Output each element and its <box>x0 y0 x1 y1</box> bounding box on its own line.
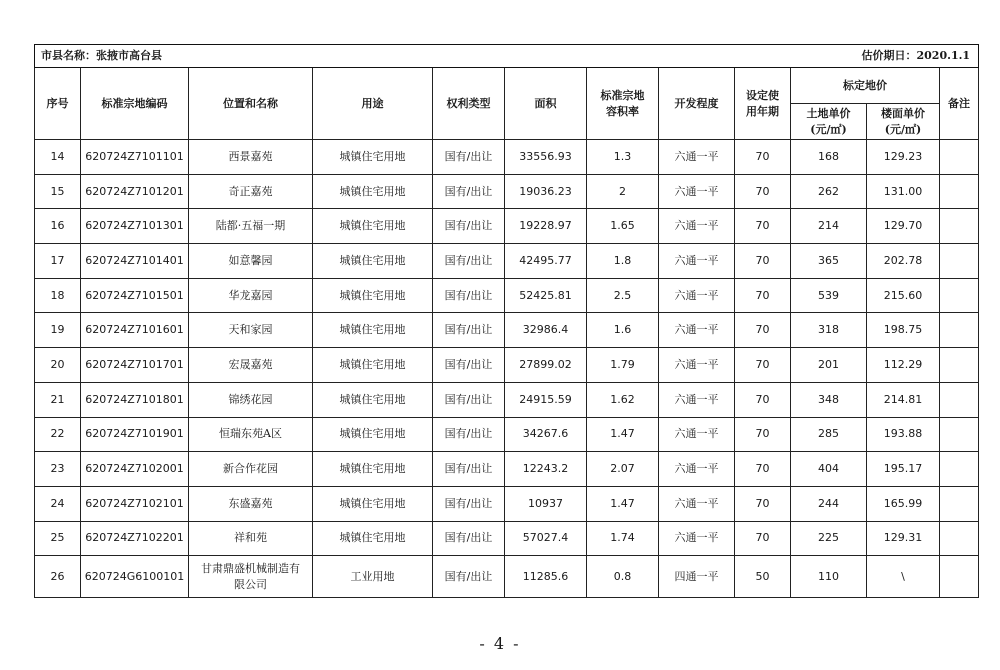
cell-land-price: 244 <box>791 486 867 521</box>
cell-name: 新合作花园 <box>189 452 313 487</box>
cell-code: 620724Z7102201 <box>81 521 189 556</box>
cell-dev: 六通一平 <box>659 382 735 417</box>
cell-floor-price: 195.17 <box>867 452 940 487</box>
cell-land-price: 285 <box>791 417 867 452</box>
cell-dev: 六通一平 <box>659 486 735 521</box>
cell-right-type: 国有/出让 <box>433 417 505 452</box>
cell-dev: 六通一平 <box>659 313 735 348</box>
cell-years: 70 <box>735 209 791 244</box>
cell-dev: 六通一平 <box>659 417 735 452</box>
cell-area: 52425.81 <box>505 278 587 313</box>
cell-code: 620724Z7101201 <box>81 174 189 209</box>
cell-area: 42495.77 <box>505 244 587 279</box>
table-row <box>35 278 979 313</box>
cell-floor-price: 198.75 <box>867 313 940 348</box>
cell-right-type: 国有/出让 <box>433 521 505 556</box>
cell-land-price: 110 <box>791 556 867 598</box>
cell-dev: 六通一平 <box>659 140 735 175</box>
cell-far: 1.8 <box>587 244 659 279</box>
cell-usage: 城镇住宅用地 <box>313 452 433 487</box>
cell-far: 1.74 <box>587 521 659 556</box>
table-row <box>35 521 979 556</box>
col-header-land-price: 土地单价(元/㎡) <box>791 104 867 140</box>
table-row <box>35 486 979 521</box>
cell-floor-price: 165.99 <box>867 486 940 521</box>
cell-floor-price: 202.78 <box>867 244 940 279</box>
cell-remark <box>940 278 979 313</box>
table-meta-row <box>35 45 979 68</box>
cell-dev: 六通一平 <box>659 278 735 313</box>
cell-floor-price: 112.29 <box>867 348 940 383</box>
cell-usage: 工业用地 <box>313 556 433 598</box>
col-header-location: 位置和名称 <box>189 68 313 140</box>
cell-right-type: 国有/出让 <box>433 209 505 244</box>
cell-name: 奇正嘉苑 <box>189 174 313 209</box>
table-row <box>35 174 979 209</box>
col-header-code: 标准宗地编码 <box>81 68 189 140</box>
cell-seq: 19 <box>35 313 81 348</box>
cell-area: 34267.6 <box>505 417 587 452</box>
cell-land-price: 539 <box>791 278 867 313</box>
cell-seq: 14 <box>35 140 81 175</box>
cell-land-price: 225 <box>791 521 867 556</box>
cell-far: 1.62 <box>587 382 659 417</box>
cell-floor-price: 129.23 <box>867 140 940 175</box>
table-row <box>35 313 979 348</box>
cell-code: 620724Z7101701 <box>81 348 189 383</box>
cell-right-type: 国有/出让 <box>433 313 505 348</box>
cell-seq: 26 <box>35 556 81 598</box>
cell-remark <box>940 521 979 556</box>
land-price-table <box>34 44 979 598</box>
cell-far: 1.47 <box>587 486 659 521</box>
cell-remark <box>940 417 979 452</box>
cell-area: 19228.97 <box>505 209 587 244</box>
cell-area: 11285.6 <box>505 556 587 598</box>
cell-land-price: 214 <box>791 209 867 244</box>
cell-floor-price: 129.31 <box>867 521 940 556</box>
cell-area: 10937 <box>505 486 587 521</box>
cell-seq: 24 <box>35 486 81 521</box>
cell-years: 70 <box>735 452 791 487</box>
cell-name: 东盛嘉苑 <box>189 486 313 521</box>
cell-right-type: 国有/出让 <box>433 452 505 487</box>
col-header-dev: 开发程度 <box>659 68 735 140</box>
cell-code: 620724Z7101301 <box>81 209 189 244</box>
cell-right-type: 国有/出让 <box>433 278 505 313</box>
cell-years: 70 <box>735 313 791 348</box>
cell-usage: 城镇住宅用地 <box>313 174 433 209</box>
cell-land-price: 404 <box>791 452 867 487</box>
cell-usage: 城镇住宅用地 <box>313 244 433 279</box>
cell-years: 70 <box>735 486 791 521</box>
cell-years: 50 <box>735 556 791 598</box>
cell-usage: 城镇住宅用地 <box>313 417 433 452</box>
col-header-years: 设定使用年期 <box>735 68 791 140</box>
cell-seq: 15 <box>35 174 81 209</box>
cell-remark <box>940 348 979 383</box>
table-row <box>35 417 979 452</box>
cell-right-type: 国有/出让 <box>433 140 505 175</box>
cell-code: 620724Z7102101 <box>81 486 189 521</box>
cell-far: 2.5 <box>587 278 659 313</box>
cell-usage: 城镇住宅用地 <box>313 382 433 417</box>
cell-code: 620724Z7101601 <box>81 313 189 348</box>
cell-usage: 城镇住宅用地 <box>313 521 433 556</box>
cell-far: 2 <box>587 174 659 209</box>
cell-seq: 25 <box>35 521 81 556</box>
cell-land-price: 365 <box>791 244 867 279</box>
cell-code: 620724Z7101101 <box>81 140 189 175</box>
cell-far: 1.3 <box>587 140 659 175</box>
cell-code: 620724Z7102001 <box>81 452 189 487</box>
header-row-1 <box>35 68 979 104</box>
col-header-area: 面积 <box>505 68 587 140</box>
cell-floor-price: 131.00 <box>867 174 940 209</box>
cell-area: 12243.2 <box>505 452 587 487</box>
cell-right-type: 国有/出让 <box>433 486 505 521</box>
cell-floor-price: 129.70 <box>867 209 940 244</box>
table-row <box>35 244 979 279</box>
col-header-right-type: 权利类型 <box>433 68 505 140</box>
cell-land-price: 168 <box>791 140 867 175</box>
cell-far: 1.79 <box>587 348 659 383</box>
col-header-far: 标准宗地容积率 <box>587 68 659 140</box>
cell-land-price: 318 <box>791 313 867 348</box>
cell-name: 锦绣花园 <box>189 382 313 417</box>
cell-far: 1.47 <box>587 417 659 452</box>
cell-dev: 六通一平 <box>659 209 735 244</box>
table-row <box>35 140 979 175</box>
table-body <box>35 140 979 598</box>
cell-remark <box>940 174 979 209</box>
county-name: 市县名称：张掖市高台县 <box>41 49 162 62</box>
land-price-sheet <box>34 44 978 598</box>
cell-name: 陆都·五福一期 <box>189 209 313 244</box>
cell-area: 57027.4 <box>505 521 587 556</box>
cell-remark <box>940 486 979 521</box>
cell-floor-price: 215.60 <box>867 278 940 313</box>
cell-code: 620724G6100101 <box>81 556 189 598</box>
cell-area: 27899.02 <box>505 348 587 383</box>
cell-far: 1.6 <box>587 313 659 348</box>
cell-name: 祥和苑 <box>189 521 313 556</box>
cell-usage: 城镇住宅用地 <box>313 209 433 244</box>
cell-years: 70 <box>735 278 791 313</box>
cell-remark <box>940 313 979 348</box>
table-row <box>35 452 979 487</box>
cell-usage: 城镇住宅用地 <box>313 348 433 383</box>
col-header-floor-price: 楼面单价(元/㎡) <box>867 104 940 140</box>
cell-right-type: 国有/出让 <box>433 244 505 279</box>
cell-seq: 20 <box>35 348 81 383</box>
cell-right-type: 国有/出让 <box>433 174 505 209</box>
cell-area: 19036.23 <box>505 174 587 209</box>
cell-code: 620724Z7101901 <box>81 417 189 452</box>
table-row <box>35 556 979 598</box>
page-number: - 4 - <box>479 634 521 653</box>
cell-seq: 17 <box>35 244 81 279</box>
cell-name: 华龙嘉园 <box>189 278 313 313</box>
cell-land-price: 262 <box>791 174 867 209</box>
cell-seq: 22 <box>35 417 81 452</box>
cell-seq: 16 <box>35 209 81 244</box>
cell-seq: 21 <box>35 382 81 417</box>
cell-right-type: 国有/出让 <box>433 556 505 598</box>
cell-dev: 六通一平 <box>659 348 735 383</box>
cell-remark <box>940 452 979 487</box>
cell-remark <box>940 140 979 175</box>
cell-code: 620724Z7101801 <box>81 382 189 417</box>
cell-seq: 18 <box>35 278 81 313</box>
cell-years: 70 <box>735 140 791 175</box>
cell-name: 天和家园 <box>189 313 313 348</box>
meta-cell <box>35 45 979 68</box>
cell-far: 2.07 <box>587 452 659 487</box>
cell-dev: 六通一平 <box>659 244 735 279</box>
cell-code: 620724Z7101401 <box>81 244 189 279</box>
cell-name: 宏晟嘉苑 <box>189 348 313 383</box>
cell-far: 0.8 <box>587 556 659 598</box>
cell-code: 620724Z7101501 <box>81 278 189 313</box>
cell-usage: 城镇住宅用地 <box>313 278 433 313</box>
cell-name: 西景嘉苑 <box>189 140 313 175</box>
cell-usage: 城镇住宅用地 <box>313 140 433 175</box>
col-header-remark: 备注 <box>940 68 979 140</box>
table-row <box>35 348 979 383</box>
cell-right-type: 国有/出让 <box>433 348 505 383</box>
cell-area: 33556.93 <box>505 140 587 175</box>
cell-name: 恒瑞东苑A区 <box>189 417 313 452</box>
valuation-date: 估价期日：2020.1.1 <box>861 49 971 62</box>
cell-dev: 六通一平 <box>659 452 735 487</box>
cell-years: 70 <box>735 244 791 279</box>
col-header-price-group: 标定地价 <box>791 68 940 104</box>
cell-years: 70 <box>735 521 791 556</box>
cell-years: 70 <box>735 348 791 383</box>
cell-usage: 城镇住宅用地 <box>313 486 433 521</box>
table-row <box>35 382 979 417</box>
cell-floor-price: 214.81 <box>867 382 940 417</box>
cell-years: 70 <box>735 174 791 209</box>
cell-far: 1.65 <box>587 209 659 244</box>
cell-area: 32986.4 <box>505 313 587 348</box>
cell-floor-price: 193.88 <box>867 417 940 452</box>
cell-years: 70 <box>735 417 791 452</box>
cell-dev: 六通一平 <box>659 174 735 209</box>
cell-remark <box>940 244 979 279</box>
cell-dev: 四通一平 <box>659 556 735 598</box>
cell-land-price: 201 <box>791 348 867 383</box>
cell-remark <box>940 209 979 244</box>
col-header-usage: 用途 <box>313 68 433 140</box>
cell-seq: 23 <box>35 452 81 487</box>
cell-floor-price: \ <box>867 556 940 598</box>
cell-remark <box>940 382 979 417</box>
cell-right-type: 国有/出让 <box>433 382 505 417</box>
cell-years: 70 <box>735 382 791 417</box>
cell-land-price: 348 <box>791 382 867 417</box>
col-header-seq: 序号 <box>35 68 81 140</box>
cell-name: 如意馨园 <box>189 244 313 279</box>
cell-remark <box>940 556 979 598</box>
cell-name: 甘肃鼎盛机械制造有限公司 <box>189 556 313 598</box>
table-row <box>35 209 979 244</box>
cell-area: 24915.59 <box>505 382 587 417</box>
cell-usage: 城镇住宅用地 <box>313 313 433 348</box>
cell-dev: 六通一平 <box>659 521 735 556</box>
